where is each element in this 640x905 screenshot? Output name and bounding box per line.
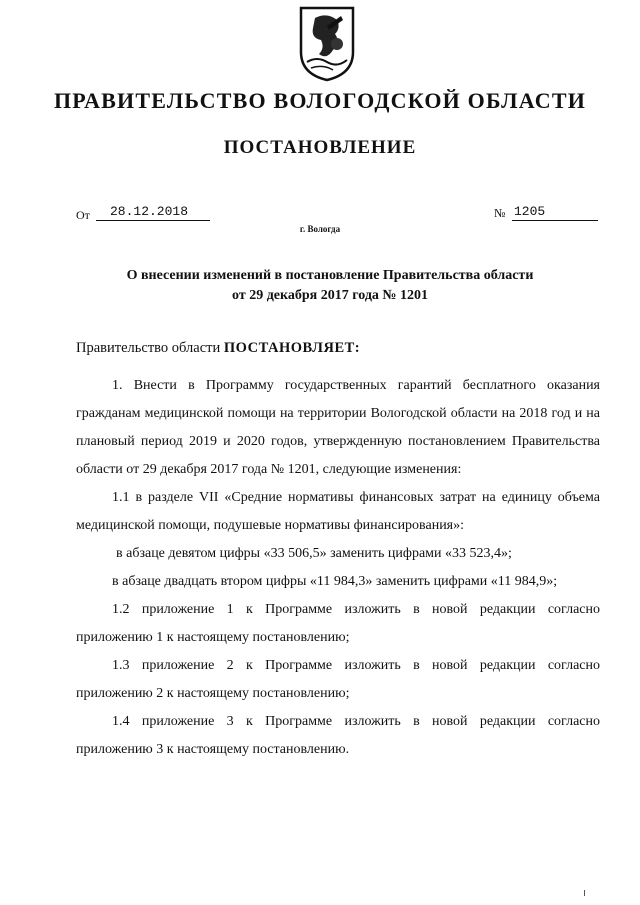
coat-of-arms-icon bbox=[297, 4, 357, 82]
organization-title: ПРАВИТЕЛЬСТВО ВОЛОГОДСКОЙ ОБЛАСТИ bbox=[53, 88, 587, 113]
subject-line-1: О внесении изменений в постановление Правительства области bbox=[126, 268, 534, 283]
subject-line-2: от 29 декабря 2017 года № 1201 bbox=[232, 288, 428, 303]
paragraph: 1.2 приложение 1 к Программе изложить в новой редакции согласно приложению 1 к настоящему постановлению; bbox=[76, 602, 600, 645]
document-date: 28.12.2018 bbox=[96, 204, 210, 221]
paragraph: 1.1 в разделе VII «Средние нормативы финансовых затрат на единицу объема медицинской помощи, подушевые нормативы финансирования»: bbox=[76, 490, 600, 533]
document-type: ПОСТАНОВЛЕНИЕ bbox=[223, 137, 417, 158]
date-label: От bbox=[76, 208, 90, 222]
document-subject bbox=[60, 266, 600, 306]
paragraph: в абзаце двадцать втором цифры «11 984,3» заменить цифрами «11 984,9»; bbox=[112, 574, 558, 589]
paragraph: в абзаце девятом цифры «33 506,5» заменить цифрами «33 523,4»; bbox=[116, 546, 512, 561]
document-body bbox=[76, 372, 600, 764]
paragraph: 1.4 приложение 3 к Программе изложить в новой редакции согласно приложению 3 к настоящему постановлению. bbox=[76, 714, 600, 757]
paragraph: 1.3 приложение 2 к Программе изложить в новой редакции согласно приложению 2 к настоящему постановлению; bbox=[76, 658, 600, 701]
document-number: 1205 bbox=[512, 204, 598, 221]
city: г. Вологда bbox=[299, 224, 341, 234]
decree-prefix: Правительство области bbox=[76, 340, 224, 356]
decree-verb: ПОСТАНОВЛЯЕТ: bbox=[223, 340, 361, 356]
decree-statement bbox=[76, 340, 360, 357]
paragraph: 1. Внести в Программу государственных гарантий бесплатного оказания гражданам медицинской помощи на территории Вологодской области на 2018 год и на плановый период 2019 и 2020 годов, утвержденную постановлением Правительства области от 29 декабря 2017 года № 1201, следующие изменения: bbox=[76, 378, 600, 477]
scan-mark bbox=[584, 890, 585, 896]
number-label: № bbox=[494, 206, 506, 220]
